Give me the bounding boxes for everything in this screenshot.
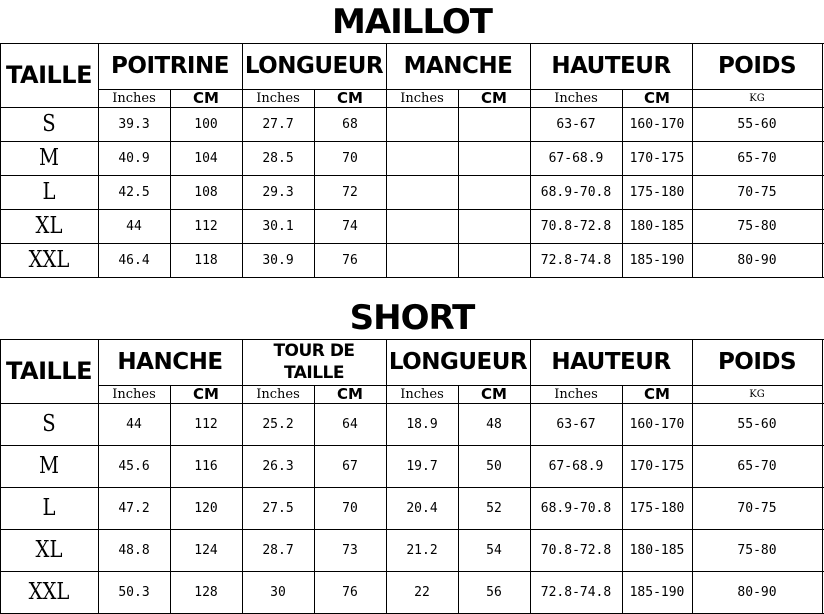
- maillot-cell: 30.1: [262, 218, 294, 234]
- maillot-cell: 28.5: [262, 150, 294, 166]
- maillot-cell: 70-75: [737, 184, 777, 200]
- short-header-hanche: HANCHE: [117, 349, 223, 375]
- short-cell: 28.7: [262, 542, 294, 558]
- rule: [822, 339, 823, 614]
- maillot-size-label: S: [42, 111, 56, 137]
- short-cell: 175-180: [629, 500, 685, 516]
- maillot-cell: 29.3: [262, 184, 294, 200]
- maillot-cell: 65-70: [737, 150, 777, 166]
- short-cell: 19.7: [406, 458, 438, 474]
- short-subheader-kg: KG: [749, 388, 765, 400]
- short-cell: 18.9: [406, 416, 438, 432]
- short-cell: 128: [194, 584, 218, 600]
- maillot-cell: 40.9: [118, 150, 150, 166]
- maillot-header-manche: MANCHE: [403, 53, 513, 79]
- short-cell: 48.8: [118, 542, 150, 558]
- short-header-hauteur: HAUTEUR: [551, 349, 671, 375]
- short-subheader-inches: Inches: [554, 386, 598, 402]
- short-cell: 120: [194, 500, 218, 516]
- short-size-label: S: [42, 411, 56, 437]
- short-cell: 55-60: [737, 416, 777, 432]
- short-cell: 124: [194, 542, 218, 558]
- short-cell: 21.2: [406, 542, 438, 558]
- short-cell: 112: [194, 416, 218, 432]
- maillot-cell: 46.4: [118, 252, 150, 268]
- short-subheader-cm: CM: [644, 385, 670, 403]
- short-cell: 160-170: [629, 416, 685, 432]
- maillot-cell: 72.8-74.8: [540, 252, 612, 268]
- maillot-cell: 180-185: [629, 218, 685, 234]
- maillot-size-label: M: [38, 145, 60, 171]
- short-cell: 76: [342, 584, 358, 600]
- short-cell: 27.5: [262, 500, 294, 516]
- maillot-cell: 160-170: [629, 116, 685, 132]
- maillot-cell: 72: [342, 184, 358, 200]
- maillot-cell: 42.5: [118, 184, 150, 200]
- short-cell: 44: [126, 416, 142, 432]
- maillot-cell: 74: [342, 218, 358, 234]
- maillot-cell: 39.3: [118, 116, 150, 132]
- short-cell: 70.8-72.8: [540, 542, 612, 558]
- maillot-cell: 63-67: [556, 116, 596, 132]
- maillot-size-label: L: [42, 179, 56, 205]
- maillot-cell: 185-190: [629, 252, 685, 268]
- maillot-cell: 67-68.9: [548, 150, 604, 166]
- short-cell: 20.4: [406, 500, 438, 516]
- maillot-header-poitrine: POITRINE: [111, 53, 229, 79]
- maillot-cell: 175-180: [629, 184, 685, 200]
- short-cell: 25.2: [262, 416, 294, 432]
- short-subheader-inches: Inches: [112, 386, 156, 402]
- maillot-subheader-inches: Inches: [256, 90, 300, 106]
- short-cell: 70: [342, 500, 358, 516]
- maillot-cell: 70.8-72.8: [540, 218, 612, 234]
- short-cell: 50.3: [118, 584, 150, 600]
- short-subheader-inches: Inches: [400, 386, 444, 402]
- short-cell: 67-68.9: [548, 458, 604, 474]
- maillot-cell: 100: [194, 116, 218, 132]
- short-cell: 180-185: [629, 542, 685, 558]
- short-cell: 63-67: [556, 416, 596, 432]
- short-cell: 47.2: [118, 500, 150, 516]
- maillot-subheader-inches: Inches: [554, 90, 598, 106]
- maillot-cell: 70: [342, 150, 358, 166]
- short-subheader-cm: CM: [337, 385, 363, 403]
- maillot-cell: 44: [126, 218, 142, 234]
- maillot-cell: 76: [342, 252, 358, 268]
- short-subheader-inches: Inches: [256, 386, 300, 402]
- short-size-label: XXL: [28, 579, 70, 605]
- maillot-size-label: XL: [35, 213, 63, 239]
- short-cell: 68.9-70.8: [540, 500, 612, 516]
- short-cell: 52: [486, 500, 502, 516]
- maillot-cell: 112: [194, 218, 218, 234]
- short-title: SHORT: [349, 298, 475, 338]
- maillot-title: MAILLOT: [331, 2, 492, 42]
- short-cell: 56: [486, 584, 502, 600]
- maillot-cell: 104: [194, 150, 218, 166]
- short-cell: 70-75: [737, 500, 777, 516]
- short-size-label: XL: [35, 537, 63, 563]
- short-cell: 64: [342, 416, 358, 432]
- short-cell: 72.8-74.8: [540, 584, 612, 600]
- maillot-cell: 118: [194, 252, 218, 268]
- maillot-subheader-kg: KG: [749, 92, 765, 104]
- short-subheader-cm: CM: [193, 385, 219, 403]
- maillot-subheader-cm: CM: [337, 89, 363, 107]
- short-cell: 185-190: [629, 584, 685, 600]
- short-cell: 22: [414, 584, 430, 600]
- maillot-cell: 75-80: [737, 218, 777, 234]
- maillot-subheader-inches: Inches: [112, 90, 156, 106]
- maillot-cell: 170-175: [629, 150, 685, 166]
- short-size-label: L: [42, 495, 56, 521]
- short-cell: 65-70: [737, 458, 777, 474]
- short-subheader-cm: CM: [481, 385, 507, 403]
- maillot-header-poids: POIDS: [717, 53, 797, 79]
- short-cell: 48: [486, 416, 502, 432]
- short-cell: 116: [194, 458, 218, 474]
- maillot-size-label: XXL: [28, 247, 70, 273]
- maillot-cell: 55-60: [737, 116, 777, 132]
- short-cell: 26.3: [262, 458, 294, 474]
- maillot-taille-header: TAILLE: [6, 61, 92, 89]
- short-header-poids: POIDS: [717, 349, 797, 375]
- maillot-subheader-cm: CM: [193, 89, 219, 107]
- short-cell: 30: [270, 584, 286, 600]
- maillot-cell: 68.9-70.8: [540, 184, 612, 200]
- maillot-cell: 27.7: [262, 116, 294, 132]
- maillot-subheader-cm: CM: [644, 89, 670, 107]
- maillot-subheader-cm: CM: [481, 89, 507, 107]
- short-cell: 67: [342, 458, 358, 474]
- short-taille-header: TAILLE: [6, 357, 92, 385]
- short-cell: 170-175: [629, 458, 685, 474]
- maillot-cell: 30.9: [262, 252, 294, 268]
- short-size-label: M: [38, 453, 60, 479]
- short-cell: 54: [486, 542, 502, 558]
- maillot-header-hauteur: HAUTEUR: [551, 53, 671, 79]
- maillot-cell: 108: [194, 184, 218, 200]
- short-header-tour-de-taille: TOUR DE TAILLE: [273, 341, 355, 383]
- short-cell: 80-90: [737, 584, 777, 600]
- maillot-subheader-inches: Inches: [400, 90, 444, 106]
- short-cell: 50: [486, 458, 502, 474]
- short-cell: 45.6: [118, 458, 150, 474]
- short-cell: 75-80: [737, 542, 777, 558]
- maillot-cell: 80-90: [737, 252, 777, 268]
- maillot-header-longueur: LONGUEUR: [244, 53, 384, 79]
- maillot-cell: 68: [342, 116, 358, 132]
- short-header-longueur: LONGUEUR: [388, 349, 528, 375]
- short-cell: 73: [342, 542, 358, 558]
